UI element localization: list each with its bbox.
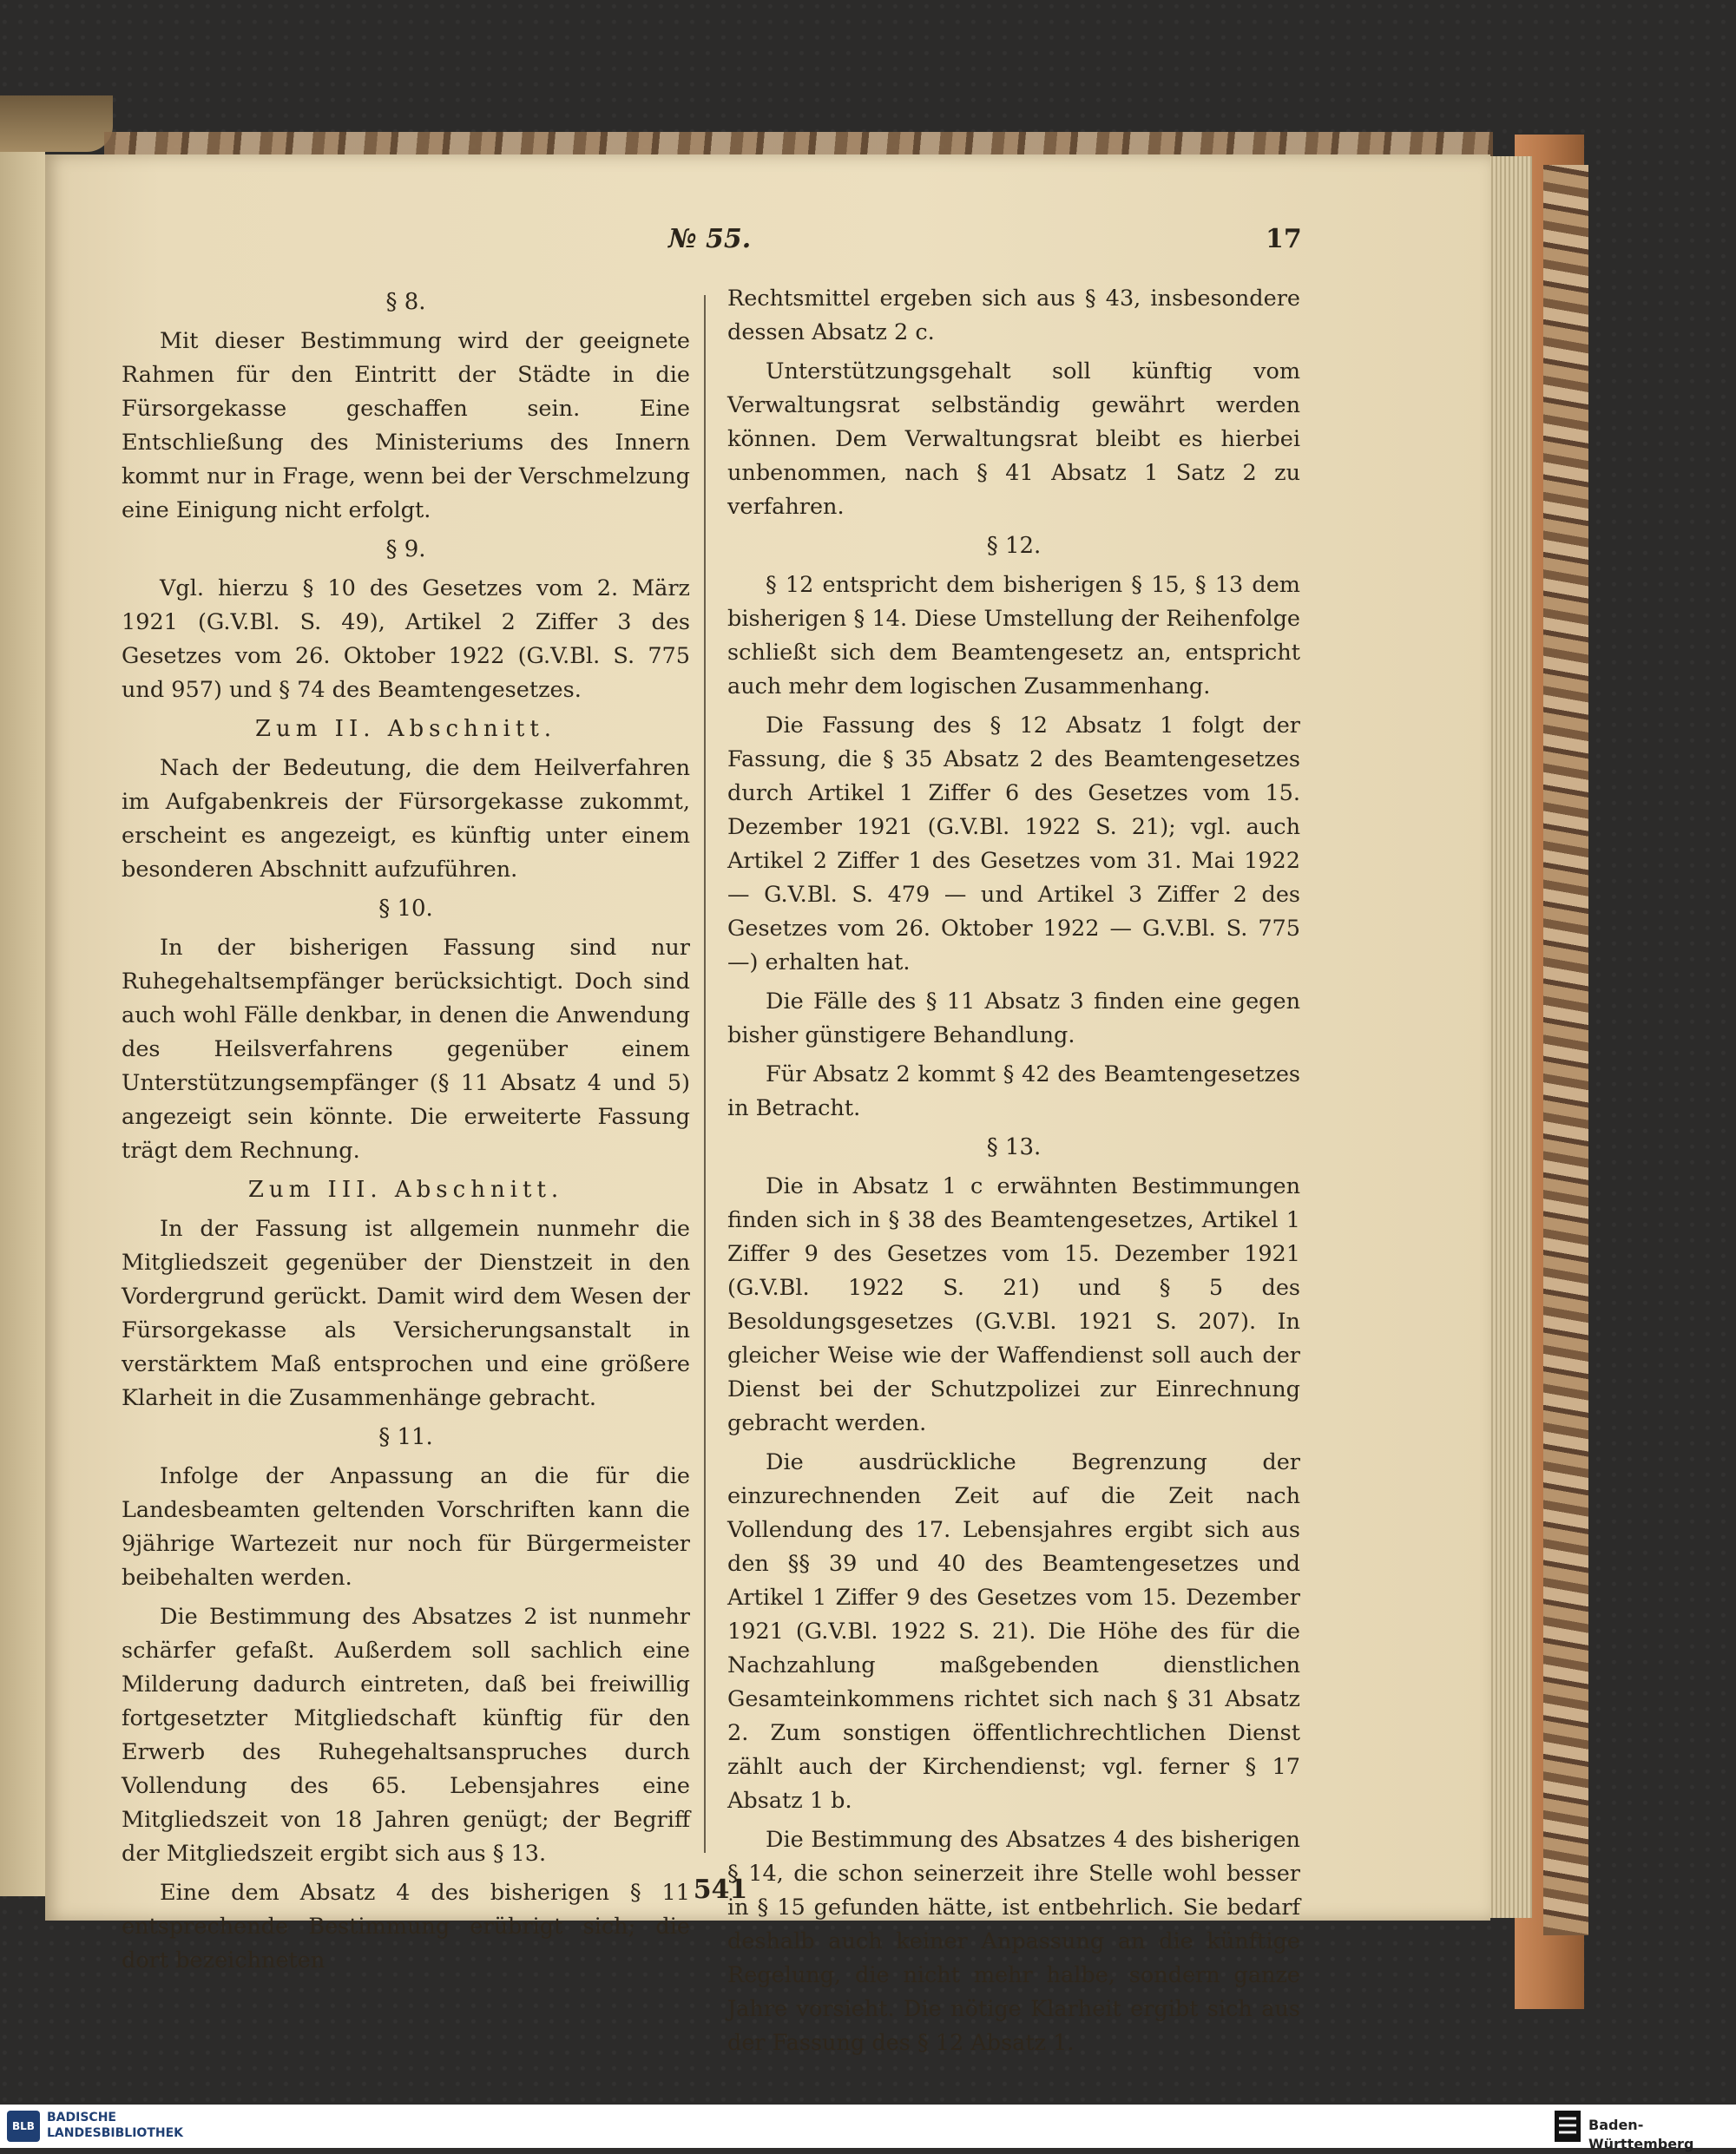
left-text-column [122, 282, 690, 1983]
section-heading: § 10. [378, 896, 433, 922]
library-footer-bar [0, 2105, 1736, 2148]
left-page-sliver [0, 152, 45, 1896]
book-cover-marbling [1543, 165, 1588, 1935]
text-paragraph: Unterstützungsgehalt soll künftig vom Verwaltungsrat selbständig gewährt werden können. Dem Verwaltungsrat bleibt es hierbei unbenommen, nach § 41 Absatz 1 Satz 2 zu verfahren. [727, 358, 1300, 520]
header-page-number: 17 [1266, 224, 1302, 254]
blb-wordmark [47, 2110, 238, 2141]
text-paragraph: Eine dem Absatz 4 des bisherigen § 11 entsprechende Bestimmung erübrigt sich; die dort bezeichneten [122, 1880, 690, 1973]
column-divider [704, 295, 706, 1853]
text-paragraph: Die Fassung des § 12 Absatz 1 folgt der Fassung, die § 35 Absatz 2 des Beamtengesetzes durch Artikel 1 Ziffer 6 des Gesetzes vom 15. Dezember 1921 (G.V.Bl. 1922 S. 21); vgl. auch Artikel 2 Ziffer 1 des Gesetzes vom 31. Mai 1922 — G.V.Bl. S. 479 — und Artikel 3 Ziffer 2 des Gesetzes vom 26. Oktober 1922 — G.V.Bl. S. 775 —) erhalten hat. [727, 713, 1300, 975]
book-fore-edge [1484, 156, 1532, 1918]
footer-page-number: 541 [693, 1875, 748, 1905]
right-text-column [727, 282, 1300, 2065]
book-spine-band [0, 95, 113, 152]
text-paragraph: Nach der Bedeutung, die dem Heilverfahren im Aufgabenkreis der Fürsorgekasse zukommt, erscheint es angezeigt, es künftig unter einem besonderen Abschnitt aufzuführen. [122, 755, 690, 883]
text-paragraph: Die in Absatz 1 c erwähnten Bestimmungen finden sich in § 38 des Beamtengesetzes, Artikel 1 Ziffer 9 des Gesetzes vom 15. Dezember 1921 (G.V.Bl. 1922 S. 21) und § 5 des Besoldungsgesetzes (G.V.Bl. 1921 S. 207). In gleicher Weise wie der Waffendienst soll auch der Dienst bei der Schutzpolizei zur Einrechnung gebracht werden. [727, 1173, 1300, 1436]
blb-line-2: LANDESBIBLIOTHEK [47, 2126, 184, 2140]
text-paragraph: Die Bestimmung des Absatzes 4 des bisherigen § 14, die schon seinerzeit ihre Stelle wohl besser in § 15 gefunden hätte, ist entbehrlich. Sie bedarf deshalb auch keiner Anpassung an die künftige Regelung, die nicht mehr halbe, sondern ganze Jahre vorsieht. Die nötige Klarheit ergibt sich aus der Fassung des § 12 Absatz 1. [727, 1827, 1300, 2056]
text-paragraph: Die ausdrückliche Begrenzung der einzurechnenden Zeit auf die Zeit nach Vollendung des 17. Lebensjahres ergibt sich aus den §§ 39 und 40 des Beamtengesetzes und Artikel 1 Ziffer 9 des Gesetzes vom 15. Dezember 1921 (G.V.Bl. 1922 S. 21). Die Höhe des für die Nachzahlung maßgebenden dienstlichen Gesamteinkommens richtet sich nach § 31 Absatz 2. Zum sonstigen öffentlichrechtlichen Dienst zählt auch der Kirchendienst; vgl. ferner § 17 Absatz 1 b. [727, 1449, 1300, 1814]
text-paragraph: Für Absatz 2 kommt § 42 des Beamtengesetzes in Betracht. [727, 1061, 1300, 1121]
text-paragraph: § 12 entspricht dem bisherigen § 15, § 13 dem bisherigen § 14. Diese Umstellung der Reihenfolge schließt sich dem Beamtengesetz an, entspricht auch mehr dem logischen Zusammenhang. [727, 572, 1300, 699]
text-paragraph: In der Fassung ist allgemein nunmehr die Mitgliedszeit gegenüber der Dienstzeit in den Vordergrund gerückt. Damit wird dem Wesen der Fürsorgekasse als Versicherungsanstalt in verstärktem Maß entsprochen und eine größere Klarheit in die Zusammenhänge gebracht. [122, 1216, 690, 1411]
text-paragraph: Rechtsmittel ergeben sich aus § 43, insbesondere dessen Absatz 2 c. [727, 286, 1300, 345]
text-paragraph: Infolge der Anpassung an die für die Landesbeamten geltenden Vorschriften kann die 9jährige Wartezeit nur noch für Bürgermeister beibehalten werden. [122, 1463, 690, 1591]
baden-wuerttemberg-emblem-icon [1554, 2110, 1581, 2143]
section-heading: § 12. [986, 533, 1042, 559]
issue-number: № 55. [668, 224, 752, 254]
text-paragraph: Die Bestimmung des Absatzes 2 ist nunmehr schärfer gefaßt. Außerdem soll sachlich eine Milderung dadurch eintreten, daß bei freiwillig fortgesetzter Mitgliedschaft künftig für den Erwerb des Ruhegehaltsanspruches durch Vollendung des 65. Lebensjahres eine Mitgliedszeit von 18 Jahren genügt; der Begriff der Mitgliedszeit ergibt sich aus § 13. [122, 1604, 690, 1867]
section-heading: § 11. [378, 1424, 433, 1450]
blb-line-1: BADISCHE [47, 2111, 116, 2124]
blb-logo-icon: BLB [7, 2111, 40, 2142]
section-heading: Zum III. Abschnitt. [247, 1177, 564, 1203]
section-heading: § 13. [986, 1134, 1042, 1160]
text-paragraph: Die Fälle des § 11 Absatz 3 finden eine gegen bisher günstigere Behandlung. [727, 988, 1300, 1048]
text-paragraph: In der bisherigen Fassung sind nur Ruhegehaltsempfänger berücksichtigt. Doch sind auch wohl Fälle denkbar, in denen die Anwendung des Heilsverfahrens gegenüber einem Unterstützungsempfänger (§ 11 Absatz 4 und 5) angezeigt sein könnte. Die erweiterte Fassung trägt dem Rechnung. [122, 935, 690, 1164]
text-paragraph: Mit dieser Bestimmung wird der geeignete Rahmen für den Eintritt der Städte in die Fürsorgekasse geschaffen sein. Eine Entschließung des Ministeriums des Innern kommt nur in Frage, wenn bei der Verschmelzung eine Einigung nicht erfolgt. [122, 328, 690, 523]
text-paragraph: Vgl. hierzu § 10 des Gesetzes vom 2. März 1921 (G.V.Bl. S. 49), Artikel 2 Ziffer 3 des Gesetzes vom 26. Oktober 1922 (G.V.Bl. S. 775 und 957) und § 74 des Beamtengesetzes. [122, 575, 690, 703]
section-heading: § 9. [385, 536, 426, 562]
bw-wordmark: Baden-Württemberg [1588, 2117, 1694, 2152]
section-heading: § 8. [385, 289, 426, 315]
section-heading: Zum II. Abschnitt. [254, 716, 557, 742]
